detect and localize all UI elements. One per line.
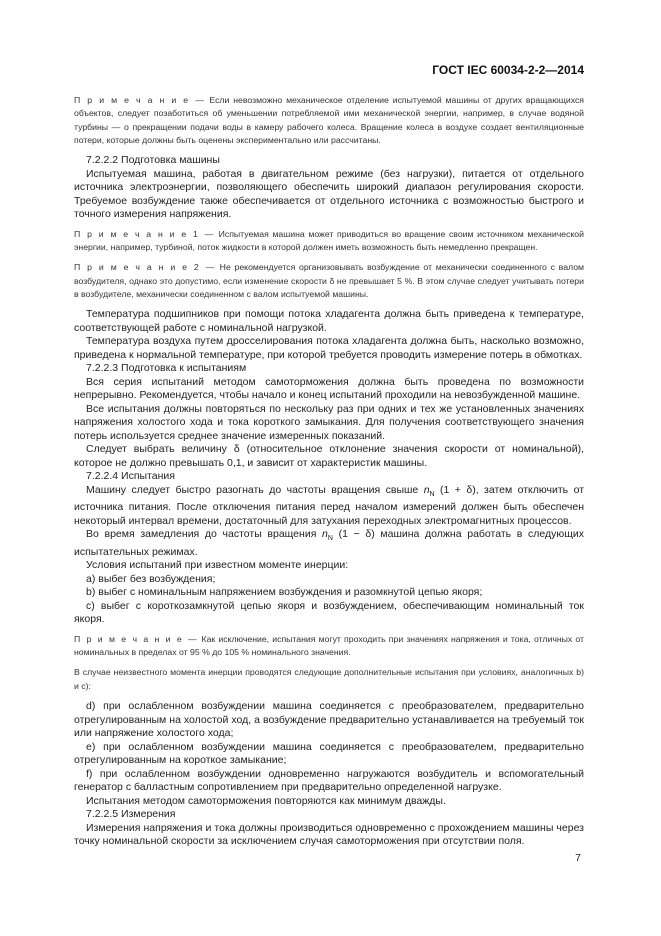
text-run: (1 − δ) машина должна работать в следующих испытательных режимах. (74, 528, 584, 558)
section-heading-7225: 7.2.2.5 Измерения (86, 808, 176, 821)
note-paragraph (74, 633, 584, 660)
symbol-subscript: N (327, 535, 333, 543)
symbol-n: n (322, 528, 328, 541)
paragraph: Условия испытаний при известном моменте инерции: (86, 559, 349, 572)
symbol-n: n (423, 483, 430, 496)
paragraph: Испытуемая машина, работая в двигательном режиме (без нагрузки), питается от отдельного источника электроэнергии, позволяющего обеспечить широкий диапазон регулирования скорости. Требуемое возбуждение также обеспечивается от отдельного источника с возможностью быстрого и точного измерения напряжения. (74, 167, 584, 221)
note-label: П р и м е ч а н и е — (74, 633, 199, 644)
list-item-b: b) выбег с номинальным напряжением возбуждения и разомкнутой цепью якоря; (86, 586, 483, 599)
symbol-subscript: N (429, 490, 435, 498)
section-heading-7222: 7.2.2.2 Подготовка машины (86, 154, 220, 167)
paragraph (74, 528, 584, 559)
list-item-c: c) выбег с короткозамкнутой цепью якоря и возбуждением, обеспечивающим номинальный ток якоря. (74, 599, 584, 626)
list-item-a: a) выбег без возбуждения; (86, 572, 216, 585)
paragraph: Температура воздуха путем дросселирования потока хладагента должна быть, насколько возможно, приведена к нормальной температуре, при которой требуется проводить измерение потерь в обмотках. (74, 335, 584, 361)
paragraph: Вся серия испытаний методом самоторможения должна быть проведена по возможности непрерывно. Рекомендуется, чтобы начало и конец испытаний проходили на невозбужденной машине. (74, 375, 584, 402)
text-run: Машину следует быстро разогнать до частоты вращения свыше (86, 483, 424, 496)
note-text: Как исключение, испытания могут проходить при значениях напряжения и тока, отличных от номинальных в пределах от 95 % до 105 % номинального значения. (74, 633, 584, 658)
note-paragraph (74, 228, 584, 255)
note-paragraph (74, 261, 584, 301)
page-content (74, 94, 584, 849)
list-item-f: f) при ослабленном возбуждении одновременно нагружаются возбудитель и вспомогательный генератор с балластным сопротивлением при предварительно определенной нагрузке. (74, 767, 584, 794)
page-number: 7 (575, 852, 581, 864)
text-run: Во время замедления до частоты вращения (86, 528, 323, 541)
paragraph: Температура подшипников при помощи потока хладагента должна быть приведена к температуре, соответствующей работе с номинальной нагрузкой. (74, 308, 584, 334)
document-header: ГОСТ IEC 60034-2-2—2014 (432, 63, 584, 77)
section-heading-7224: 7.2.2.4 Испытания (86, 470, 175, 483)
paragraph: Испытания методом самоторможения повторяются как минимум дважды. (86, 794, 446, 807)
note-paragraph (74, 94, 584, 147)
note-label: П р и м е ч а н и е 1 — (74, 228, 215, 239)
note-label: П р и м е ч а н и е 2 — (74, 262, 216, 273)
section-heading-7223: 7.2.2.3 Подготовка к испытаниям (86, 362, 247, 375)
paragraph: Измерения напряжения и тока должны производиться одновременно с прохождением машины через точку номинальной скорости за исключением случая самоторможения при отсутствии поля. (74, 821, 584, 848)
note-text: Если невозможно механическое отделение испытуемой машины от других вращающихся объектов, следует позаботиться об уменьшении потребляемой ими механической энергии, например, в случае водяной турбины — о прекращении подачи воды в камеру рабочего колеса. Вращение колеса в воздухе создает вентиляционные потери, которые должны быть оценены экспериментально или рассчитаны. (74, 95, 585, 145)
note-label: П р и м е ч а н и е — (74, 95, 206, 105)
list-item-d: d) при ослабленном возбуждении машина соединяется с преобразователем, предварительно отрегулированным на холостой ход, а возбуждение предварительно устанавливается на требуемый ток или напряжение холостого хода; (74, 700, 584, 740)
list-item-e: e) при ослабленном возбуждении машина соединяется с преобразователем, предварительно отрегулированным на короткое замыкание; (74, 740, 584, 767)
note-paragraph: В случае неизвестного момента инерции проводятся следующие дополнительные испытания при условиях, аналогичных b) и c): (74, 667, 584, 691)
text-run: (1 + δ), затем отключить от источника питания. После отключения питания перед началом измерений должен быть обеспечен некоторый интервал времени, достаточный для затухания переходных электромагнитных процессов. (74, 483, 584, 527)
paragraph: Все испытания должны повторяться по нескольку раз при одних и тех же установленных значениях напряжения холостого хода и тока короткого замыкания. Для получения соответствующего значения потерь используется среднее значение измеренных показаний. (74, 402, 584, 442)
paragraph (74, 484, 584, 529)
note-text: Испытуемая машина может приводиться во вращение своим источником механической энергии, например, турбиной, поток жидкости в которой должен иметь возможность быть немедленно прекращен. (74, 228, 584, 252)
paragraph: Следует выбрать величину δ (относительное отклонение значения скорости от номинальной), которое не должно превышать 0,1, и зависит от характеристик машины. (74, 443, 584, 469)
note-text: Не рекомендуется организовывать возбуждение от механически соединенного с валом возбудителя, однако это допустимо, если изменение скорости δ не превышает 5 %. В этом случае следует учитывать потери в возбудителе, механически соединенном с валом испытуемой машины. (74, 262, 584, 299)
